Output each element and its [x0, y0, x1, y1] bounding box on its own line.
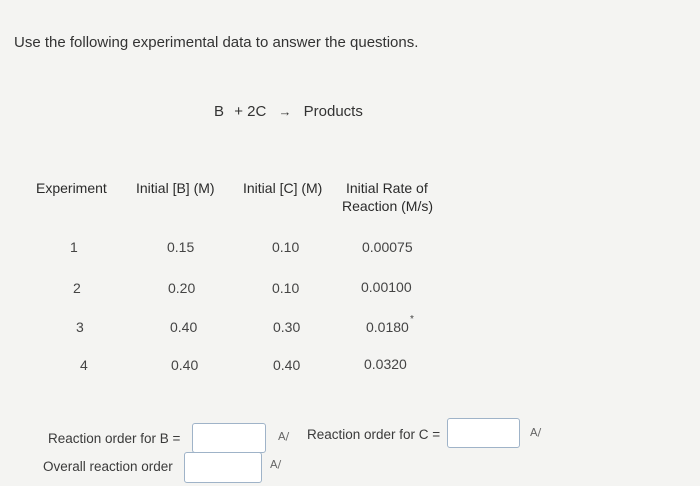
row-4-rate: 0.0320 — [364, 356, 407, 372]
row-3-c: 0.30 — [273, 319, 301, 335]
reaction-arrow-icon: → — [278, 104, 292, 119]
order-b-label: Reaction order for B = — [48, 431, 181, 446]
reactant-b: B — [214, 103, 225, 120]
row-1-c: 0.10 — [272, 239, 300, 255]
row-2-c: 0.10 — [272, 280, 300, 296]
overall-order-label: Overall reaction order — [43, 459, 173, 474]
reactant-c: + 2C — [234, 103, 267, 120]
overall-order-input[interactable] — [184, 452, 262, 483]
spellcheck-icon-overall[interactable]: A/ — [270, 458, 282, 471]
spellcheck-icon-c[interactable]: A/ — [530, 426, 542, 439]
row-3-b: 0.40 — [170, 319, 198, 335]
row-3-rate: 0.0180 — [366, 319, 409, 335]
reaction-products: Products — [303, 103, 363, 120]
header-rate-line2: Reaction (M/s) — [342, 198, 434, 214]
row-2-experiment: 2 — [73, 280, 81, 296]
instructions-text: Use the following experimental data to answer the questions. — [14, 34, 419, 51]
reaction-equation — [214, 103, 363, 120]
row-4-b: 0.40 — [171, 357, 199, 373]
header-initial-b: Initial [B] (M) — [136, 180, 215, 196]
row-4-experiment: 4 — [80, 357, 88, 373]
row-1-rate: 0.00075 — [362, 239, 413, 255]
row-4-c: 0.40 — [273, 357, 301, 373]
order-b-input[interactable] — [192, 423, 266, 453]
row-3-experiment: 3 — [76, 319, 84, 335]
row-2-rate: 0.00100 — [361, 279, 412, 295]
row-1-experiment: 1 — [70, 239, 78, 255]
spellcheck-icon-b[interactable]: A/ — [278, 430, 290, 443]
header-rate-line1: Initial Rate of — [346, 180, 428, 196]
row-1-b: 0.15 — [167, 239, 195, 255]
mouse-cursor-icon: * — [410, 314, 414, 325]
row-2-b: 0.20 — [168, 280, 196, 296]
header-initial-c: Initial [C] (M) — [243, 180, 323, 196]
header-experiment: Experiment — [36, 180, 107, 196]
order-c-input[interactable] — [447, 418, 520, 448]
order-c-label: Reaction order for C = — [307, 427, 441, 442]
